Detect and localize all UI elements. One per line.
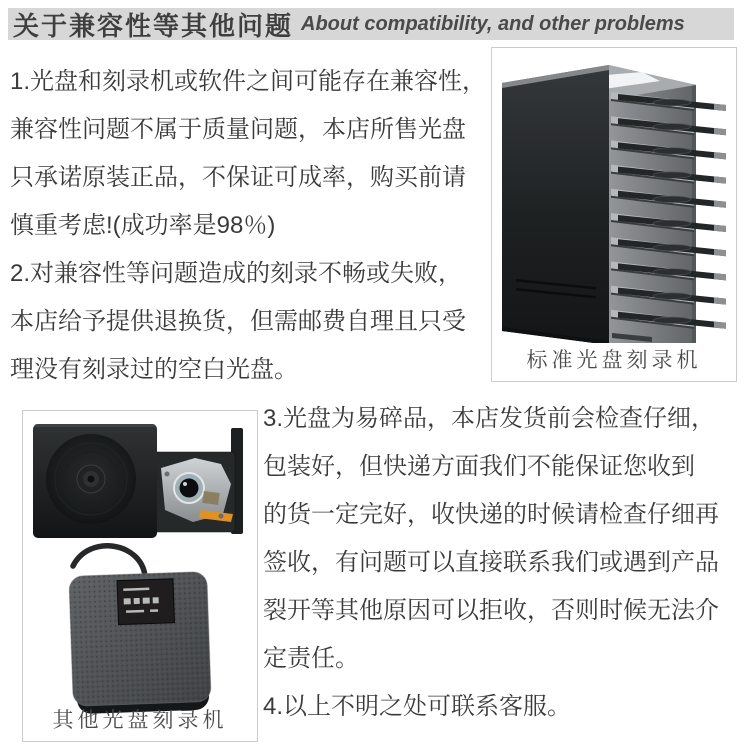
- tray-disc-recess: [653, 124, 691, 130]
- shipping-notes-text: [263, 395, 749, 731]
- slim-drive-open: [33, 424, 243, 538]
- disc-tray: [714, 176, 726, 183]
- disc-tray: [714, 249, 726, 256]
- text-line: 本店给予提供退换货，但需邮费自理且只受: [10, 308, 466, 335]
- external-drives-image: [25, 414, 253, 714]
- disc-tray: [714, 322, 726, 329]
- tray-disc-recess: [653, 269, 691, 275]
- disc-tray: [714, 225, 726, 232]
- text-line: 兼容性问题不属于质量问题，本店所售光盘: [10, 116, 466, 143]
- tray-disc-recess: [653, 317, 691, 323]
- tray-disc-recess: [653, 99, 691, 105]
- square-external-drive: [69, 546, 212, 714]
- disc-tray: [714, 128, 726, 135]
- tray-disc-recess: [653, 220, 691, 226]
- text-line: 裂开等其他原因可以拒收，否则时候无法介: [263, 597, 719, 624]
- disc-tray: [714, 273, 726, 280]
- section-header: [8, 8, 734, 40]
- text-line: 4.以上不明之处可联系客服。: [263, 693, 572, 720]
- header-title-zh: 关于兼容性等其他问题: [13, 10, 294, 41]
- text-line: 3.光盘为易碎品，本店发货前会检查仔细，: [263, 405, 716, 432]
- tray-disc-recess: [653, 196, 691, 202]
- compatibility-notes-text: [10, 58, 494, 394]
- disc-tray: [714, 152, 726, 159]
- text-line: 1.光盘和刻录机或软件之间可能存在兼容性，: [10, 68, 487, 95]
- other-burner-caption: 其他光盘刻录机: [52, 709, 228, 732]
- tray-disc-recess: [653, 293, 691, 299]
- tray-disc-recess: [653, 148, 691, 154]
- other-burners-figure: [22, 410, 258, 742]
- disc-tray: [714, 201, 726, 208]
- disc-tray: [714, 297, 726, 304]
- text-line: 理没有刻录过的空白光盘。: [10, 356, 298, 383]
- text-line: 定责任。: [263, 645, 359, 672]
- standard-burner-caption: 标准光盘刻录机: [526, 349, 702, 372]
- standard-burner-figure: [491, 47, 737, 382]
- text-line: 的货一定完好，收快递的时候请检查仔细再: [263, 501, 719, 528]
- text-line: 2.对兼容性等问题造成的刻录不畅或失败，: [10, 260, 463, 287]
- tray-disc-recess: [653, 245, 691, 251]
- disc-tray: [714, 104, 726, 111]
- text-line: 慎重考虑!(成功率是98％): [10, 212, 276, 239]
- text-line: 只承诺原装正品，不保证可成率，购买前请: [10, 164, 466, 191]
- tower-disc-duplicator-image: [494, 51, 734, 343]
- header-title-en: About compatibility, and other problems: [301, 12, 685, 35]
- text-line: 包装好，但快递方面我们不能保证您收到: [263, 453, 695, 480]
- text-line: 签收，有问题可以直接联系我们或遇到产品: [263, 549, 719, 576]
- tray-disc-recess: [653, 172, 691, 178]
